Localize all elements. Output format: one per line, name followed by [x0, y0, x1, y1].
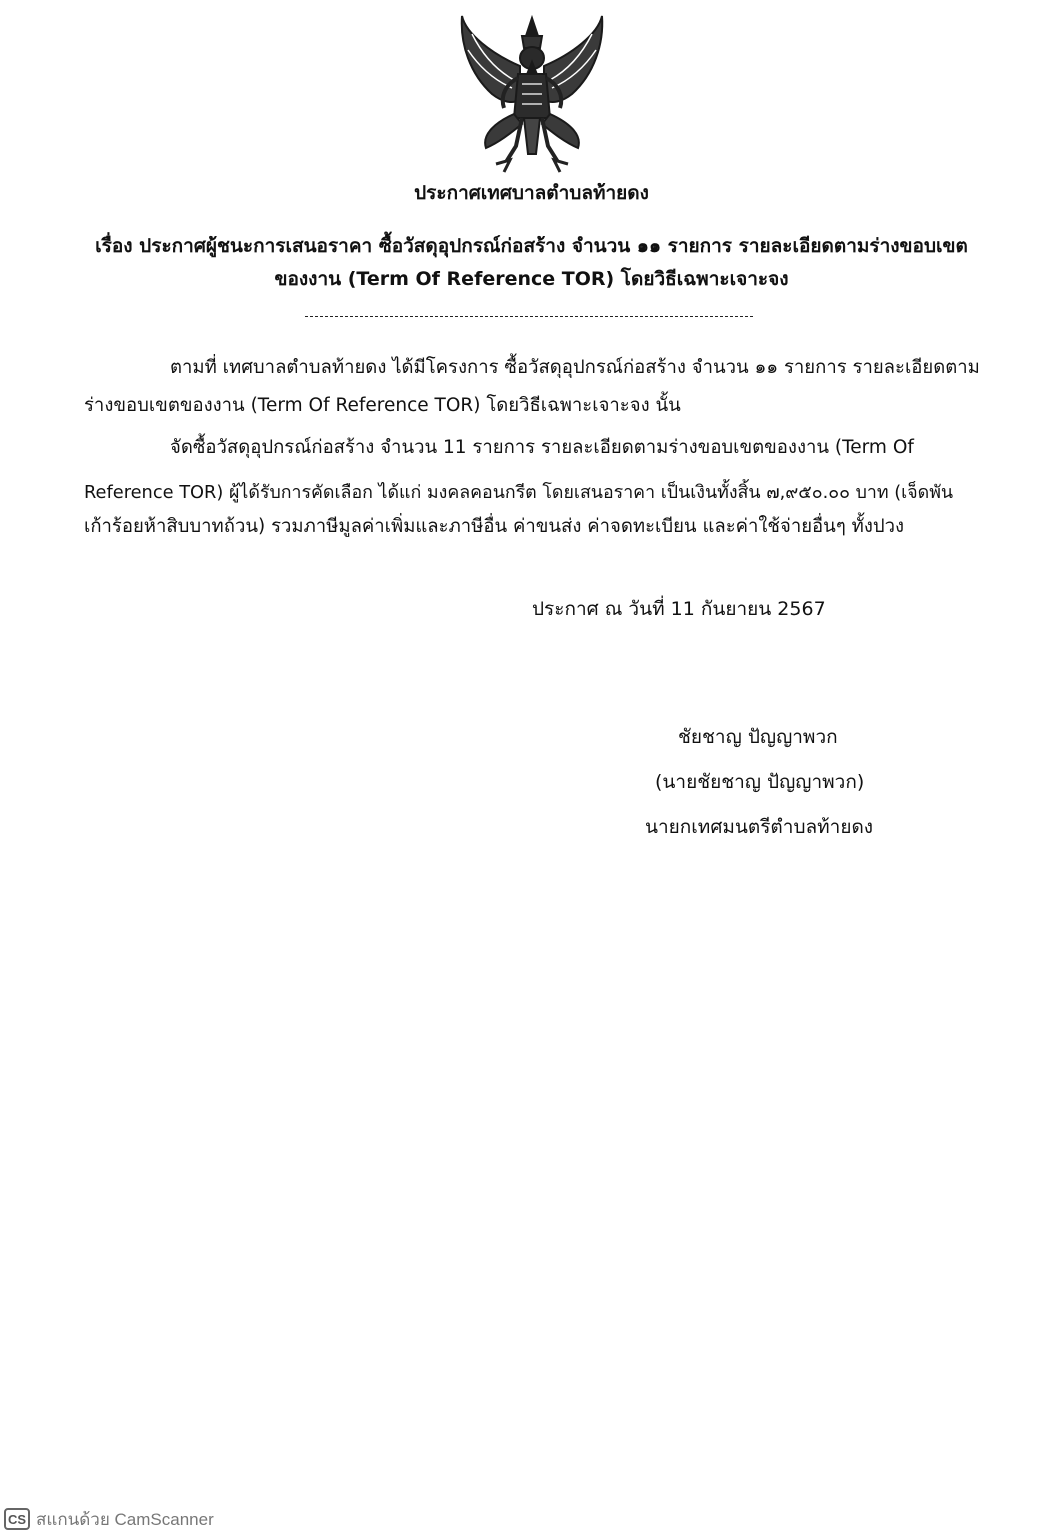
signed-name: ชัยชาญ ปัญญาพวก: [678, 726, 838, 748]
divider: [305, 316, 753, 317]
org-title: ประกาศเทศบาลตำบลท้ายดง: [414, 182, 649, 204]
para1-line2: ร่างขอบเขตของงาน (Term Of Reference TOR) โดยวิธีเฉพาะเจาะจง นั้น: [84, 395, 681, 416]
para2-line3: เก้าร้อยห้าสิบบาทถ้วน) รวมภาษีมูลค่าเพิ่มและภาษีอื่น ค่าขนส่ง ค่าจดทะเบียน และค่าใช้จ่ายอื่นๆ ทั้งปวง: [84, 516, 905, 537]
signer-full-name: (นายชัยชาญ ปัญญาพวก): [655, 771, 865, 793]
garuda-emblem-icon: [452, 14, 612, 176]
announcement-date: ประกาศ ณ วันที่ 11 กันยายน 2567: [532, 598, 826, 620]
camscanner-watermark: [4, 1506, 214, 1532]
subject-line-2: ของงาน (Term Of Reference TOR) โดยวิธีเฉพาะเจาะจง: [274, 268, 789, 290]
camscanner-logo-icon: CS: [4, 1508, 30, 1530]
para2-line2: Reference TOR) ผู้ได้รับการคัดเลือก ได้แก่ มงคลคอนกรีต โดยเสนอราคา เป็นเงินทั้งสิ้น ๗,๙๕๐.๐๐ บาท (เจ็ดพัน: [84, 482, 954, 503]
camscanner-text: สแกนด้วย CamScanner: [36, 1509, 214, 1529]
subject-line-1: เรื่อง ประกาศผู้ชนะการเสนอราคา ซื้อวัสดุอุปกรณ์ก่อสร้าง จำนวน ๑๑ รายการ รายละเอียดตามร่างขอบเขต: [95, 235, 968, 257]
signer-position: นายกเทศมนตรีตำบลท้ายดง: [645, 816, 874, 838]
para1-line1: ตามที่ เทศบาลตำบลท้ายดง ได้มีโครงการ ซื้อวัสดุอุปกรณ์ก่อสร้าง จำนวน ๑๑ รายการ รายละเอียดตาม: [170, 357, 980, 378]
para2-line1: จัดซื้อวัสดุอุปกรณ์ก่อสร้าง จำนวน 11 รายการ รายละเอียดตามร่างขอบเขตของงาน (Term Of: [170, 437, 914, 458]
